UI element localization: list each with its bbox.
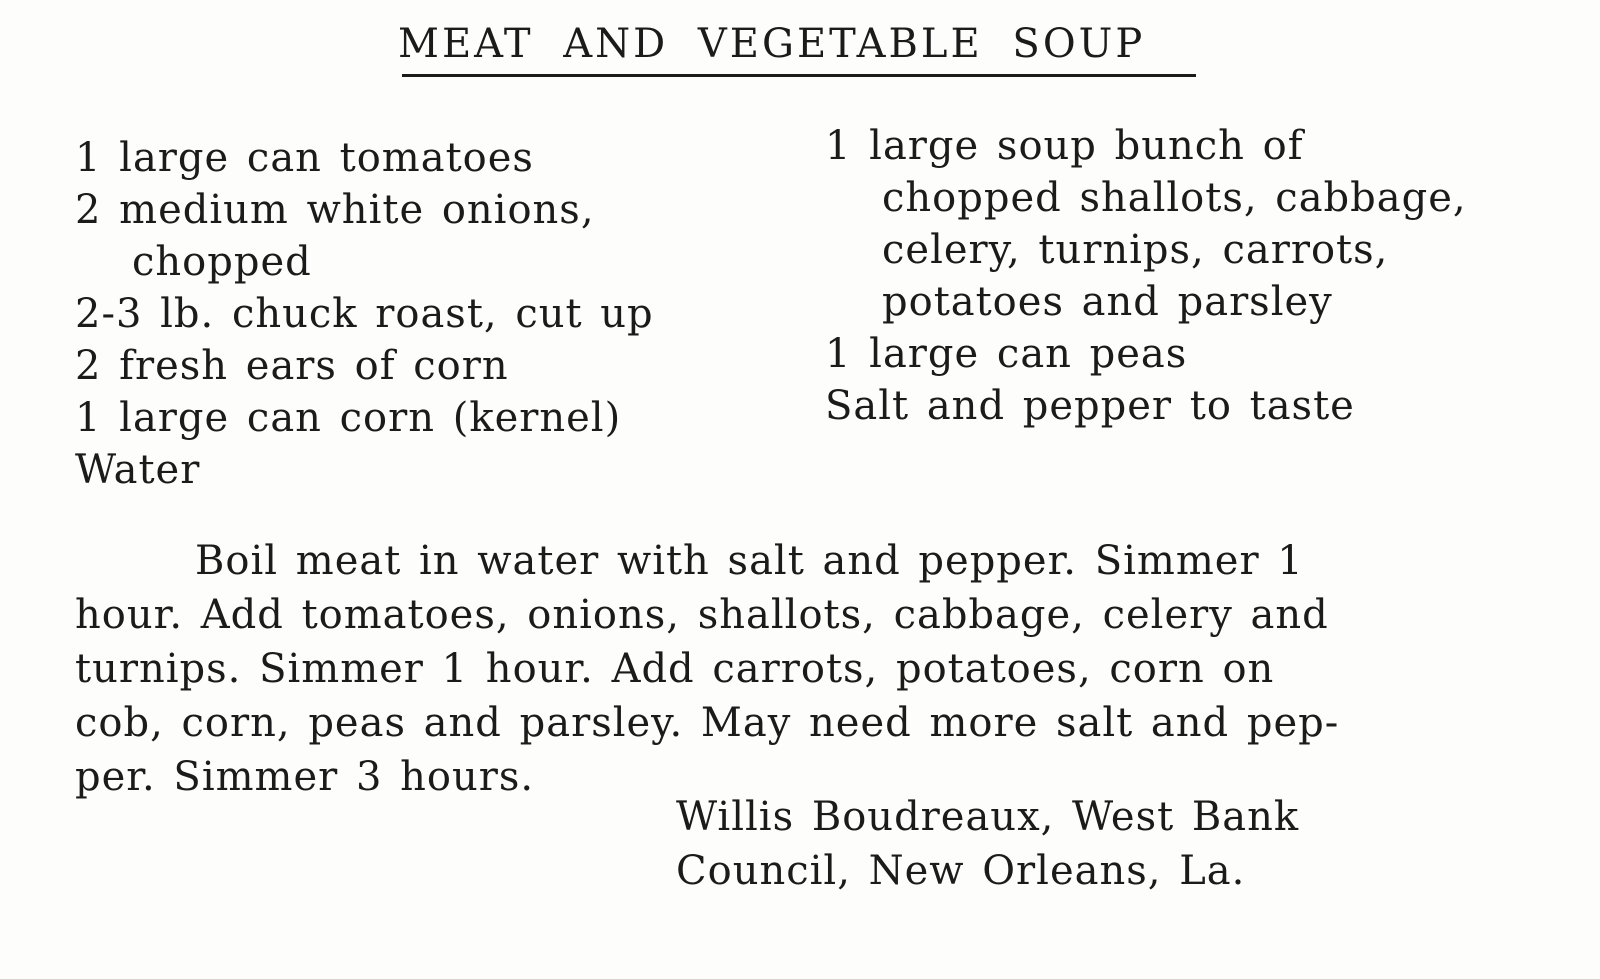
directions-paragraph [75,534,1555,804]
directions-line: per. Simmer 3 hours. [75,754,535,800]
recipe-credit [676,790,1299,898]
ingredient-line: 2-3 lb. chuck roast, cut up [75,291,654,337]
ingredient-line: 1 large can corn (kernel) [75,395,622,441]
ingredient-line: Salt and pepper to taste [825,383,1355,429]
credit-line: Willis Boudreaux, West Bank [676,794,1300,840]
credit-line: Council, New Orleans, La. [676,848,1246,894]
ingredient-line-continued: chopped [132,239,312,285]
ingredient-line: 1 large soup bunch of [825,123,1304,169]
ingredient-line: 1 large can tomatoes [75,135,534,181]
ingredient-line: Water [75,447,201,493]
ingredient-line: 2 fresh ears of corn [75,343,509,389]
directions-line: hour. Add tomatoes, onions, shallots, cabbage, celery and [75,592,1329,638]
ingredient-line: 2 medium white onions, [75,187,595,233]
directions-line: cob, corn, peas and parsley. May need more salt and pep- [75,700,1340,746]
ingredient-line-continued: chopped shallots, cabbage, [882,175,1467,221]
ingredient-line: 1 large can peas [825,331,1188,377]
title-underline [402,74,1196,77]
ingredient-line-continued: potatoes and parsley [882,279,1333,325]
ingredients-right-column [825,120,1467,432]
recipe-title: MEAT AND VEGETABLE SOUP [398,21,1146,67]
directions-line: turnips. Simmer 1 hour. Add carrots, potatoes, corn on [75,646,1275,692]
directions-line: Boil meat in water with salt and pepper. Simmer 1 [195,538,1304,584]
ingredient-line-continued: celery, turnips, carrots, [882,227,1389,273]
ingredients-left-column [75,132,654,496]
